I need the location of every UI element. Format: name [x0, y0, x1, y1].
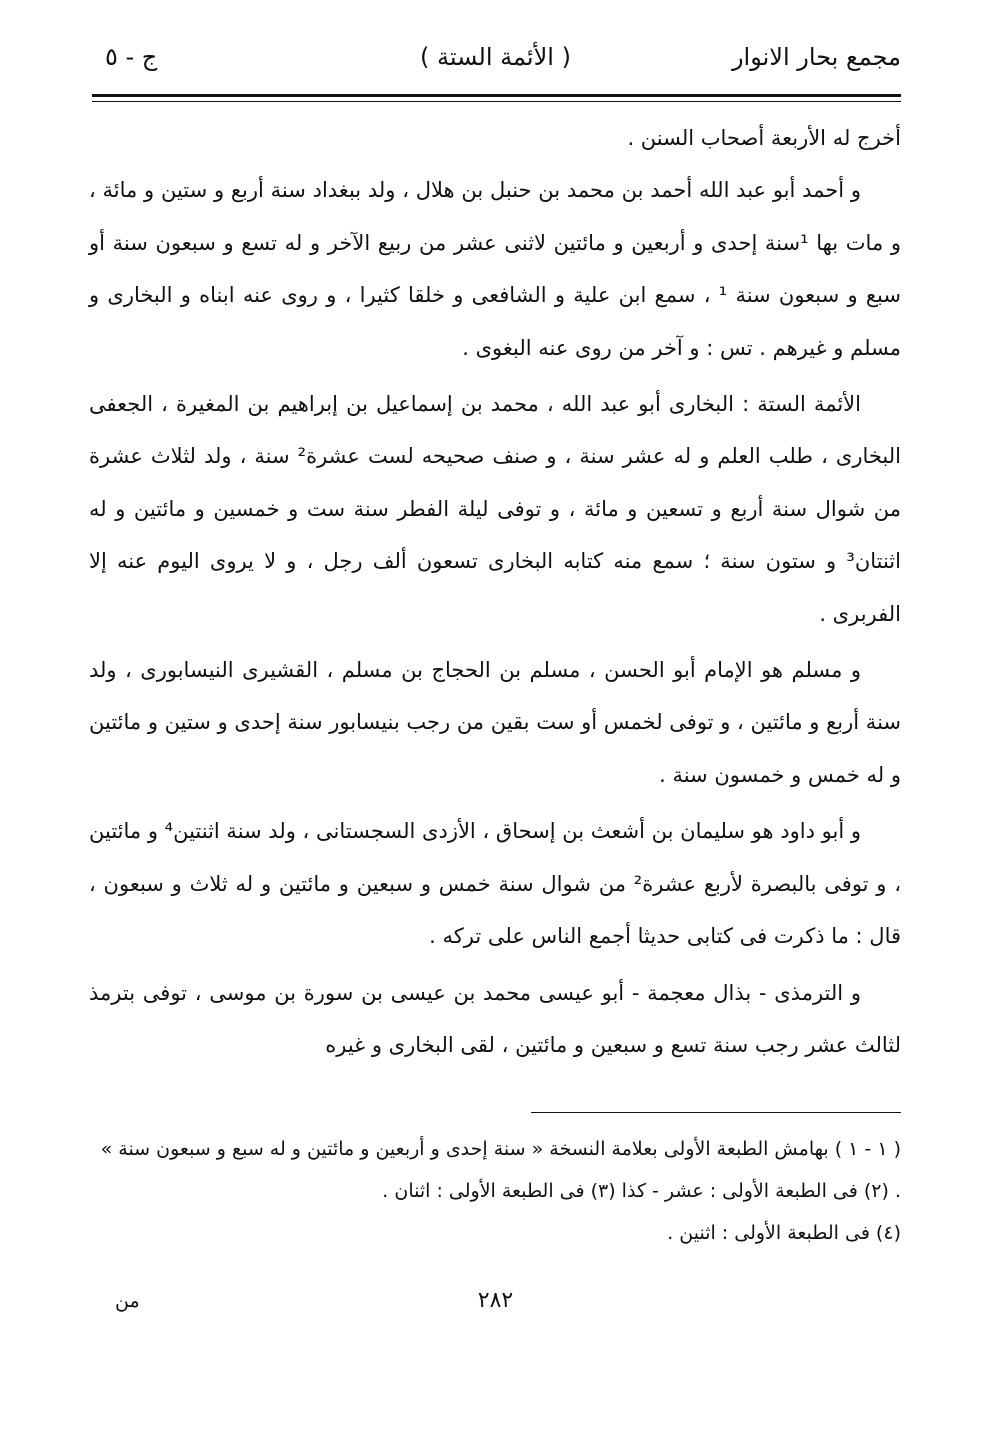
page-number: ٢٨٢ — [477, 1288, 514, 1313]
header-rule-thick — [92, 94, 901, 97]
paragraph-3: الأئمة الستة : البخارى أبو عبد الله ، محمد بن إسماعيل بن إبراهيم بن المغيرة ، الجعفى البخارى ، طلب العلم و له عشر سنة ، و صنف صحيحه لست عشرة² سنة ، ولد لثلاث عشرة من شوال سنة أربع و تسعين و مائة ، و توفى ليلة الفطر سنة ست و خمسين و مائتين و له اثنتان³ و ستون سنة ؛ سمع منه كتابه البخارى تسعون ألف رجل ، و لا يروى اليوم عنه إلا الفربرى . — [89, 392, 901, 626]
paragraph-1: أخرج له الأربعة أصحاب السنن . — [627, 126, 901, 150]
running-head-book-title: مجمع بحار الانوار — [731, 43, 901, 71]
footnote-1: ( ١ - ١ ) بهامش الطبعة الأولى بعلامة النسخة « سنة إحدى و أربعين و مائتين و له سبع و سبعون سنة » . (٢) فى الطبعة الأولى : عشر - كذا (٣) فى الطبعة الأولى : اثنان . — [100, 1138, 901, 1202]
footnote-rule — [531, 1112, 901, 1113]
paragraph-5: و أبو داود هو سليمان بن أشعث بن إسحاق ، الأزدى السجستانى ، ولد سنة اثنتين⁴ و مائتين ، و توفى بالبصرة لأربع عشرة² من شوال سنة خمس و سبعين و مائتين و له ثلاث و سبعون ، قال : ما ذكرت فى كتابى حديثا أجمع الناس على تركه . — [89, 819, 901, 949]
catchword: من — [115, 1290, 140, 1312]
footnotes — [89, 1128, 901, 1254]
footnote-2: (٤) فى الطبعة الأولى : اثنين . — [667, 1222, 901, 1244]
header-rule-thin — [92, 101, 901, 102]
paragraph-4: و مسلم هو الإمام أبو الحسن ، مسلم بن الحجاج بن مسلم ، القشيرى النيسابورى ، ولد سنة أربع و مائتين ، و توفى لخمس أو ست بقين من رجب بنيسابور سنة إحدى و ستين و مائتين و له خمس و خمسون سنة . — [89, 658, 901, 787]
main-text — [89, 112, 901, 1071]
paragraph-2: و أحمد أبو عبد الله أحمد بن محمد بن حنبل بن هلال ، ولد ببغداد سنة أربع و ستين و مائة ، و مات بها ¹سنة إحدى و أربعين و مائتين لاثنى عشر من ربيع الآخر و له تسع و سبعون سنة أو سبع و سبعون سنة ¹ ، سمع ابن علية و الشافعى و خلقا كثيرا ، و روى عنه ابناه و البخارى و مسلم و غيرهم . تس : و آخر من روى عنه البغوى . — [89, 178, 901, 360]
running-head-volume: ج - ٥ — [105, 43, 158, 71]
running-head-section-title: ( الأئمة الستة ) — [420, 43, 571, 71]
paragraph-6: و الترمذى - بذال معجمة - أبو عيسى محمد بن عيسى بن سورة بن موسى ، توفى بترمذ لثالث عشر رجب سنة تسع و سبعين و مائتين ، لقى البخارى و غيره — [89, 980, 901, 1057]
